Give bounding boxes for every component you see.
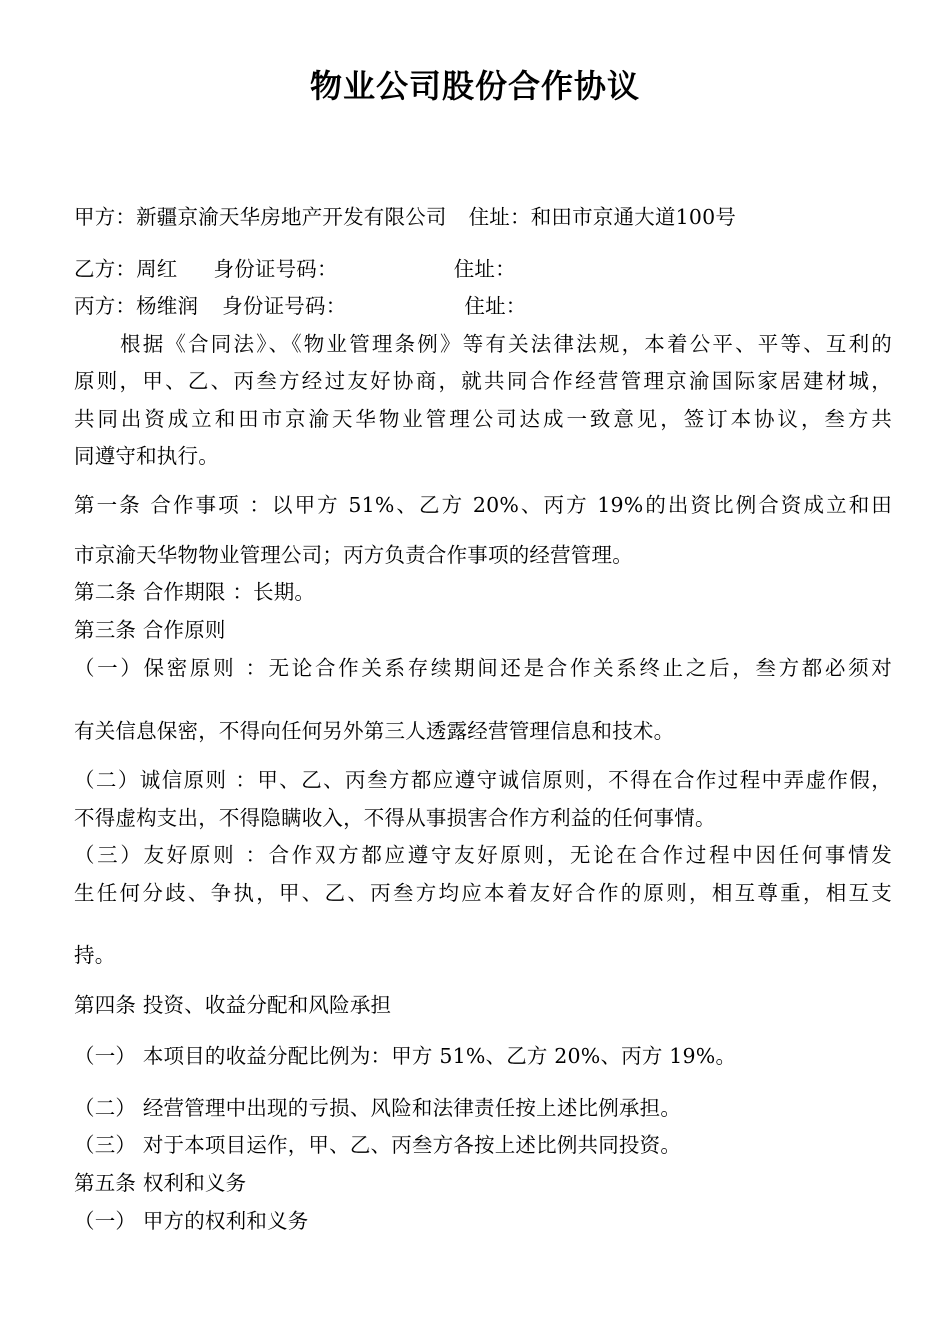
party-b-label: 乙方：周红 [74,257,178,281]
article-4-heading: 第四条 投资、收益分配和风险承担 [74,993,392,1017]
preamble-line: 原则，甲、乙、丙叁方经过友好协商，就共同合作经营管理京渝国际家居建材城， [74,369,892,393]
friendship-principle-line: （三）友好原则 ：合作双方都应遵守友好原则，无论在合作过程中因任何事情发 [74,843,892,867]
party-b-id-label: 身份证号码： [213,257,338,281]
integrity-principle-line: 不得虚构支出，不得隐瞒收入，不得从事损害合作方利益的任何事情。 [74,806,716,830]
article-5-item: （一） 甲方的权利和义务 [74,1209,309,1233]
party-b-line [74,254,516,284]
party-a-label: 甲方：新疆京渝天华房地产开发有限公司 [74,205,447,229]
party-a-address: 住址：和田市京通大道100号 [468,205,737,229]
party-c-line [74,291,527,321]
article-4-item: （三） 对于本项目运作，甲、乙、丙叁方各按上述比例共同投资。 [74,1133,682,1157]
party-c-id-label: 身份证号码： [222,294,347,318]
preamble-line: 同遵守和执行。 [74,444,219,468]
confidentiality-principle-line: （一）保密原则 ：无论合作关系存续期间还是合作关系终止之后，叁方都必须对 [74,656,892,680]
party-b-address-label: 住址： [453,257,516,281]
article-4-item: （二） 经营管理中出现的亏损、风险和法律责任按上述比例承担。 [74,1096,682,1120]
article-1-line: 第一条 合作事项 ：以甲方 51%、乙方 20%、丙方 19%的出资比例合资成立和田 [74,493,892,517]
article-1-line: 市京渝天华物物业管理公司；丙方负责合作事项的经营管理。 [74,543,633,567]
party-a-line [74,202,736,232]
article-5-heading: 第五条 权利和义务 [74,1171,247,1195]
party-c-label: 丙方：杨维润 [74,294,199,318]
preamble-line: 共同出资成立和田市京渝天华物业管理公司达成一致意见，签订本协议，叁方共 [74,407,892,431]
article-4-item: （一） 本项目的收益分配比例为：甲方 51%、乙方 20%、丙方 19%。 [74,1044,737,1068]
document-title: 物业公司股份合作协议 [309,67,640,105]
integrity-principle-line: （二）诚信原则 ：甲、乙、丙叁方都应遵守诚信原则，不得在合作过程中弄虚作假， [74,768,892,792]
preamble-line: 根据《合同法》、《物业管理条例》等有关法律法规，本着公平、平等、互利的 [120,332,892,356]
friendship-principle-line: 生任何分歧、争执，甲、乙、丙叁方均应本着友好合作的原则，相互尊重，相互支 [74,881,892,905]
confidentiality-principle-line: 有关信息保密，不得向任何另外第三人透露经营管理信息和技术。 [74,719,675,743]
article-3-heading: 第三条 合作原则 [74,618,226,642]
party-c-address-label: 住址： [464,294,527,318]
friendship-principle-line: 持。 [74,943,116,967]
article-2-line: 第二条 合作期限 ：长期。 [74,580,316,604]
